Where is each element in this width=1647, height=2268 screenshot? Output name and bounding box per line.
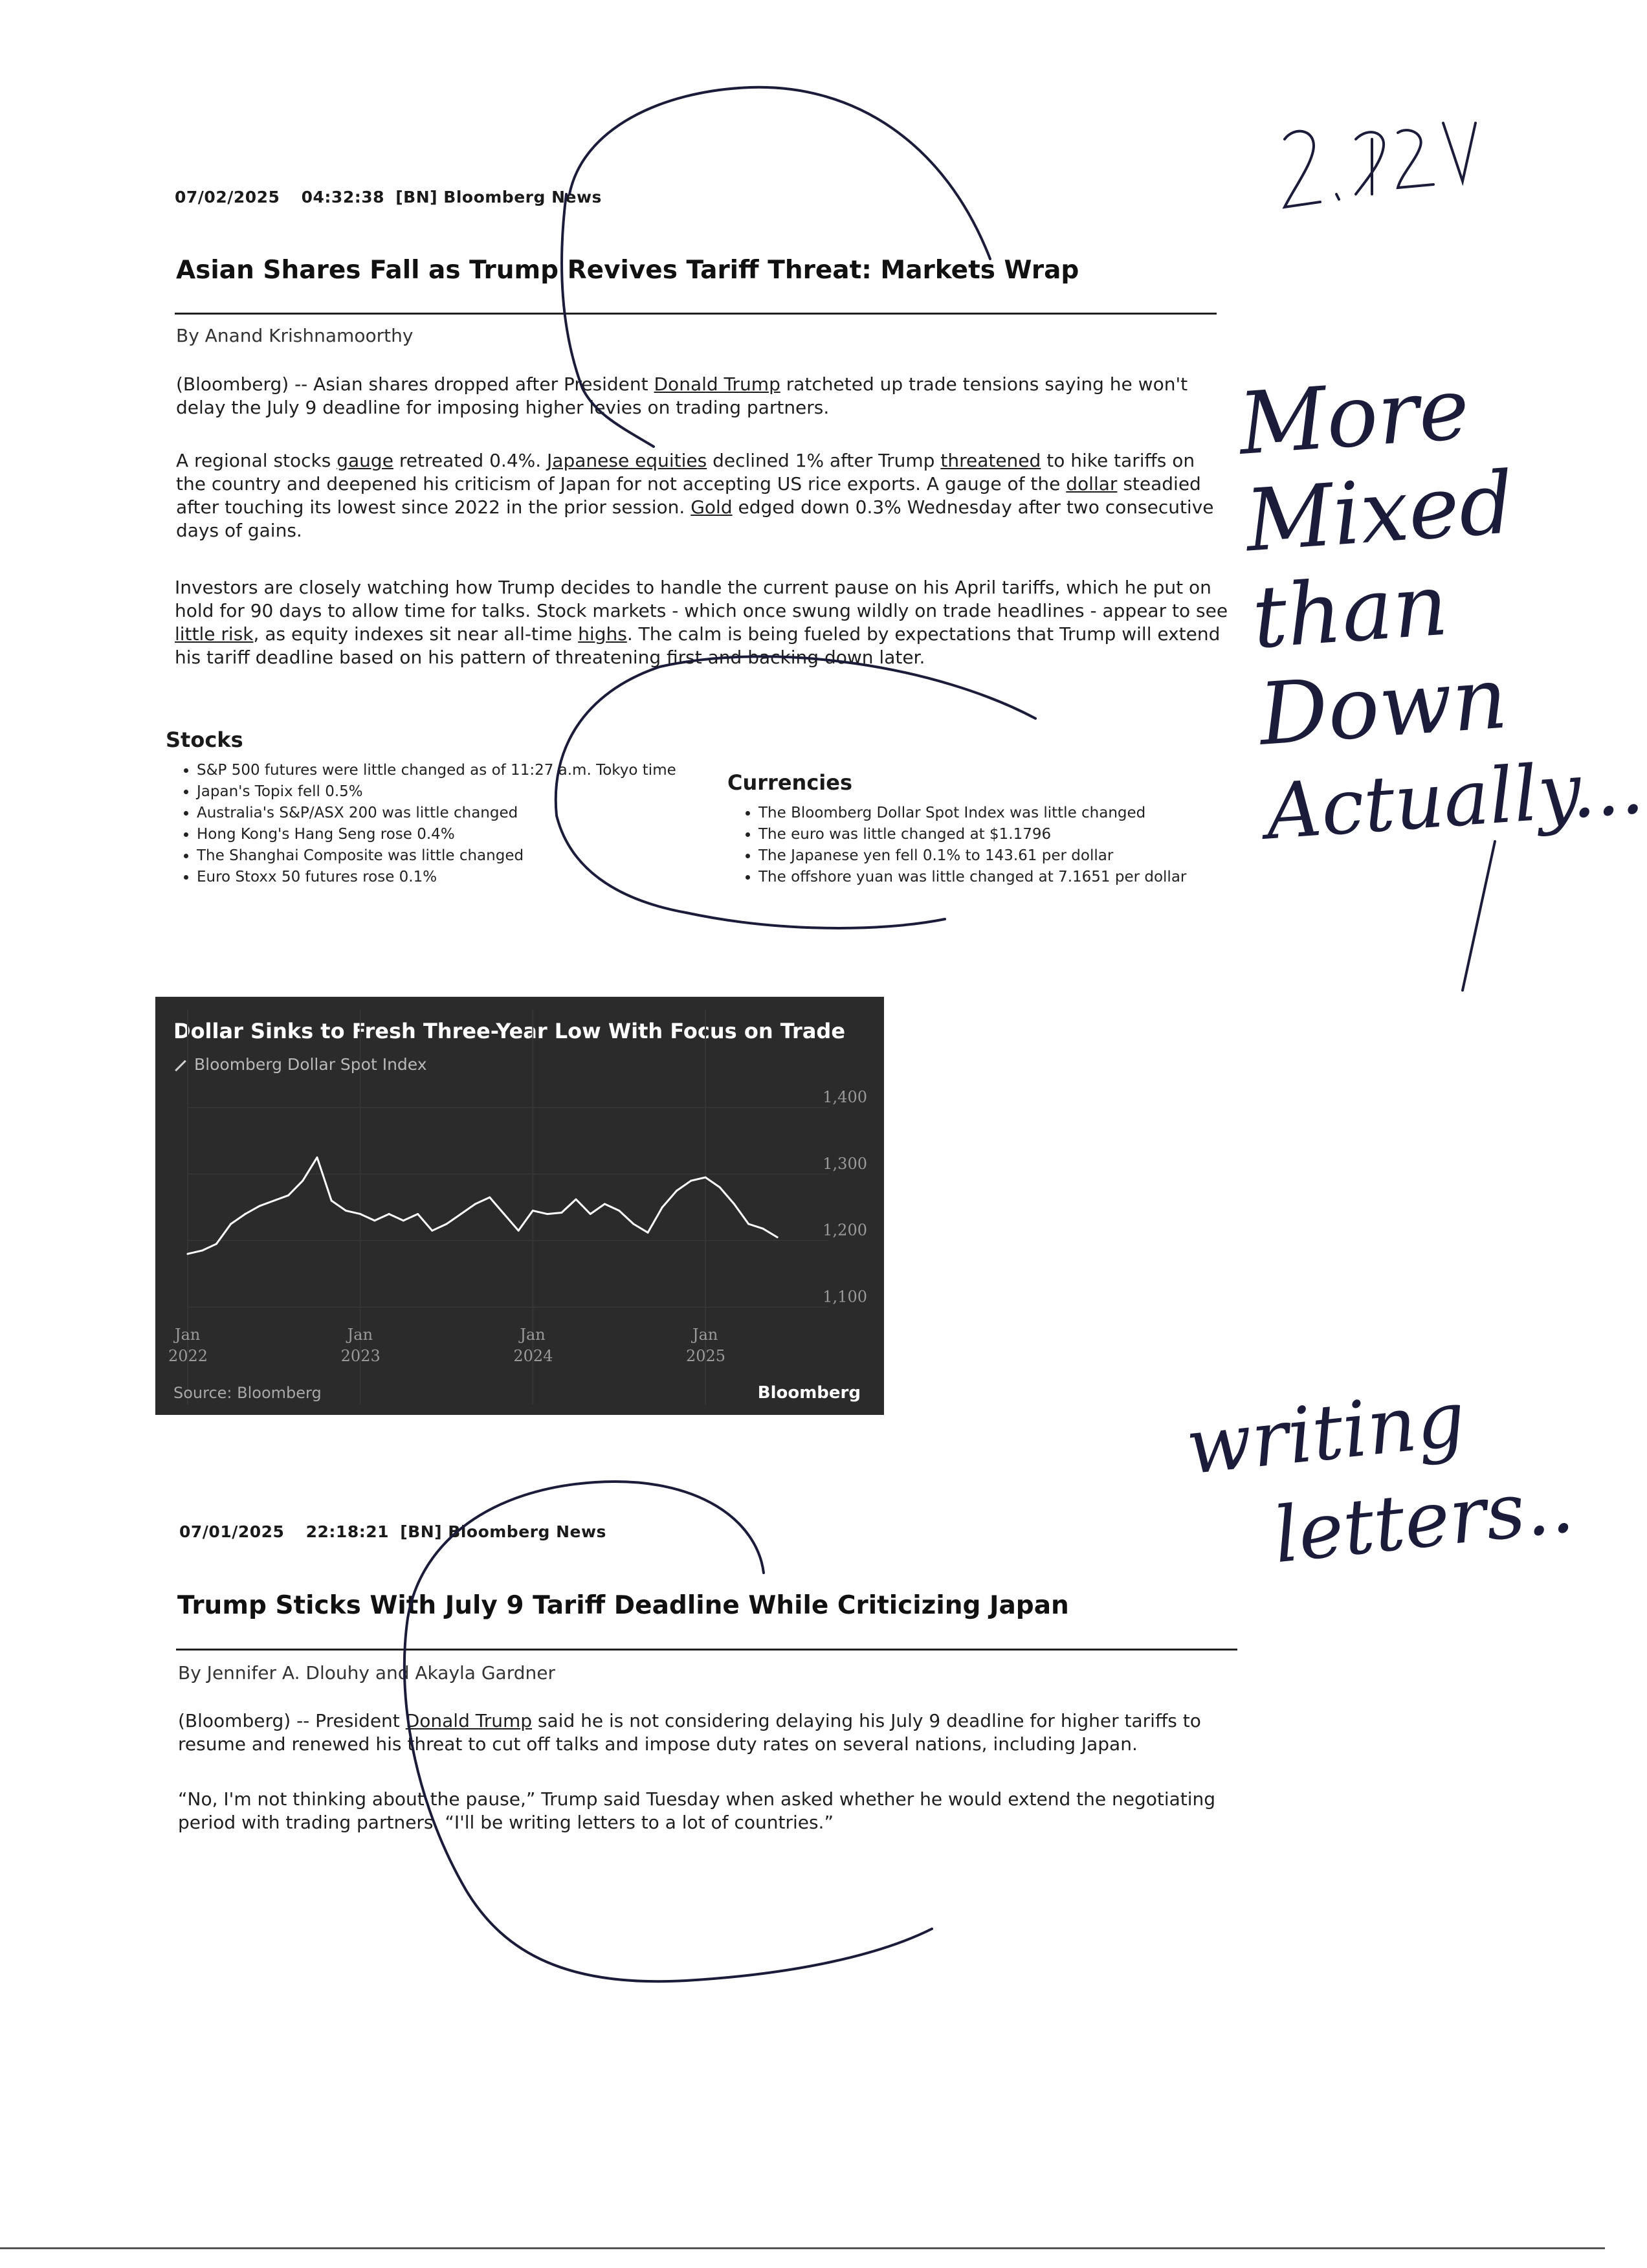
- stocks-item: • Euro Stoxx 50 futures rose 0.1%: [197, 867, 753, 888]
- stocks-heading: Stocks: [166, 728, 243, 752]
- data-point: [201, 1250, 203, 1252]
- note-2-line: writing: [1182, 1373, 1470, 1492]
- y-tick-label: 1,200: [823, 1221, 867, 1240]
- link-gold[interactable]: Gold: [691, 496, 733, 518]
- data-point: [244, 1213, 246, 1215]
- currencies-item: • The Bloomberg Dollar Spot Index was little changed: [758, 803, 1263, 824]
- data-point: [373, 1219, 375, 1221]
- article-1-paragraph-1: (Bloomberg) -- Asian shares dropped after President Donald Trump ratcheted up trade tensions saying he won't delay the July 9 deadline for imposing higher levies on trading partners.: [176, 373, 1188, 418]
- scan-edge-line: [0, 2247, 1605, 2249]
- article-2-headline: Trump Sticks With July 9 Tariff Deadline While Criticizing Japan: [177, 1591, 1069, 1620]
- chart-brand: Bloomberg: [757, 1383, 861, 1403]
- currencies-item: • The euro was little changed at $1.1796: [758, 824, 1263, 845]
- link-gauge[interactable]: gauge: [337, 450, 393, 471]
- data-point: [590, 1213, 591, 1215]
- article-2-paragraph-2: “No, I'm not thinking about the pause,” Trump said Tuesday when asked whether he would extend the negotiating period with trading partners. “I'll be writing letters to a lot of countries.”: [178, 1788, 1216, 1833]
- data-point: [345, 1210, 347, 1212]
- article-2-time: 22:18:21: [305, 1522, 390, 1541]
- y-tick-label: 1,400: [823, 1088, 867, 1107]
- y-tick-label: 1,300: [823, 1154, 867, 1173]
- link-little-risk[interactable]: little risk: [175, 623, 254, 645]
- data-point: [719, 1186, 721, 1188]
- stocks-item: • S&P 500 futures were little changed as of 11:27 a.m. Tokyo time: [197, 760, 753, 781]
- link-highs[interactable]: highs: [578, 623, 627, 645]
- article-1-date: 07/02/2025: [175, 188, 280, 206]
- article-1-paragraph-3: Investors are closely watching how Trump decides to handle the current pause on his April tariffs, which he put on hold for 90 days to allow time for talks. Stock markets - which once swung wildly on trade headlines - appear to see little risk, as equity indexes sit near all-time highs. The calm is being fueled by expectations that Trump will extend his tariff deadline based on his pattern of threatening first and backing down later.: [175, 577, 1228, 668]
- article-1-paragraph-2: A regional stocks gauge retreated 0.4%. Japanese equities declined 1% after Trump threatened to hike tariffs on the country and deepened his criticism of Japan for not accepting US rice exports. A gauge of the dollar steadied after touching its lowest since 2022 in the prior session. Gold edged down 0.3% Wednesday after two consecutive days of gains.: [176, 450, 1214, 541]
- data-point: [518, 1230, 520, 1232]
- data-point: [359, 1213, 361, 1215]
- data-point: [388, 1213, 390, 1215]
- data-point: [287, 1194, 289, 1196]
- data-point: [431, 1230, 433, 1232]
- note-2-line: letters..: [1269, 1460, 1578, 1581]
- stocks-item: • Hong Kong's Hang Seng rose 0.4%: [197, 824, 753, 845]
- chart-plot: [155, 997, 884, 1415]
- article-2-source: [BN] Bloomberg News: [400, 1522, 606, 1541]
- x-tick-label: 2025: [686, 1347, 726, 1365]
- handwritten-note-1: [1236, 350, 1647, 861]
- data-point: [302, 1180, 304, 1182]
- data-point: [489, 1196, 491, 1198]
- data-point: [187, 1253, 189, 1255]
- data-point: [560, 1212, 562, 1214]
- data-point: [705, 1177, 707, 1179]
- data-point: [446, 1223, 448, 1225]
- data-point: [460, 1213, 462, 1215]
- note-1-line: Mixed: [1242, 453, 1518, 572]
- data-point: [546, 1213, 548, 1215]
- currencies-item: • The offshore yuan was little changed at 7.1651 per dollar: [758, 867, 1263, 888]
- x-tick-label: Jan: [175, 1326, 201, 1344]
- pen-tail: [1463, 841, 1495, 990]
- link-dollar[interactable]: dollar: [1066, 473, 1118, 495]
- data-point: [417, 1213, 419, 1215]
- series-line-dollar-index: [188, 1157, 777, 1254]
- stocks-item: • Australia's S&P/ASX 200 was little changed: [197, 803, 753, 824]
- x-tick-label: Jan: [347, 1326, 373, 1344]
- article-2-dateline: [179, 1522, 622, 1541]
- article-2-divider: [176, 1649, 1237, 1651]
- article-2-paragraph-1: (Bloomberg) -- President Donald Trump said he is not considering delaying his July 9 deadline for higher tariffs to resume and renewed his threat to cut off talks and impose duty rates on several nations, including Japan.: [178, 1710, 1201, 1755]
- data-point: [575, 1198, 577, 1200]
- data-point: [259, 1205, 261, 1207]
- data-point: [474, 1203, 476, 1205]
- data-point: [532, 1210, 534, 1212]
- legend-series-name: Bloomberg Dollar Spot Index: [194, 1055, 427, 1074]
- link-threatened[interactable]: threatened: [940, 450, 1041, 471]
- currencies-item: • The Japanese yen fell 0.1% to 143.61 per dollar: [758, 845, 1263, 867]
- note-1-line: than: [1249, 555, 1452, 669]
- link-donald-trump-2[interactable]: Donald Trump: [405, 1710, 533, 1731]
- link-donald-trump[interactable]: Donald Trump: [654, 373, 780, 395]
- x-tick-label: 2023: [340, 1347, 381, 1365]
- article-2-date: 07/01/2025: [179, 1522, 285, 1541]
- x-tick-label: 2024: [513, 1347, 553, 1365]
- data-point: [676, 1190, 678, 1192]
- data-point: [316, 1157, 318, 1159]
- handwritten-note-2: [1182, 1359, 1578, 1592]
- data-point: [762, 1228, 764, 1230]
- stocks-item: • Japan's Topix fell 0.5%: [197, 781, 753, 803]
- data-point: [604, 1203, 606, 1205]
- data-point: [273, 1200, 275, 1202]
- stocks-item: • The Shanghai Composite was little changed: [197, 845, 753, 867]
- article-1-headline: Asian Shares Fall as Trump Revives Tariff Threat: Markets Wrap: [176, 256, 1079, 285]
- article-1-time: 04:32:38: [301, 188, 385, 206]
- data-point: [632, 1223, 634, 1225]
- data-point: [503, 1213, 505, 1215]
- dollar-index-chart: [155, 997, 884, 1415]
- stocks-list: [172, 760, 753, 888]
- data-point: [690, 1180, 692, 1182]
- data-point: [403, 1219, 404, 1221]
- chart-source: Source: Bloomberg: [173, 1384, 322, 1402]
- data-point: [733, 1203, 735, 1205]
- data-point: [216, 1243, 217, 1245]
- x-tick-label: Jan: [692, 1326, 718, 1344]
- data-point: [230, 1223, 232, 1225]
- currencies-list: [734, 803, 1263, 888]
- article-1-divider: [175, 313, 1217, 315]
- data-point: [747, 1223, 749, 1225]
- data-point: [661, 1206, 663, 1208]
- x-tick-label: 2022: [168, 1347, 208, 1365]
- data-point: [647, 1232, 649, 1234]
- article-1-dateline: [175, 188, 617, 206]
- currencies-heading: Currencies: [727, 770, 852, 795]
- note-1-line: Down: [1255, 648, 1510, 765]
- note-1-line: Actually...: [1263, 741, 1647, 857]
- article-2-byline: By Jennifer A. Dlouhy and Akayla Gardner: [178, 1662, 555, 1684]
- note-1-line: More: [1235, 359, 1473, 474]
- article-1-source: [BN] Bloomberg News: [395, 188, 602, 206]
- data-point: [777, 1236, 779, 1238]
- data-point: [618, 1210, 620, 1212]
- y-tick-label: 1,100: [823, 1287, 867, 1306]
- link-japanese-equities[interactable]: Japanese equities: [547, 450, 707, 471]
- data-point: [331, 1200, 333, 1202]
- chart-title: Dollar Sinks to Fresh Three-Year Low With Focus on Trade: [173, 1019, 846, 1043]
- x-tick-label: Jan: [520, 1326, 546, 1344]
- article-1-byline: By Anand Krishnamoorthy: [176, 325, 414, 346]
